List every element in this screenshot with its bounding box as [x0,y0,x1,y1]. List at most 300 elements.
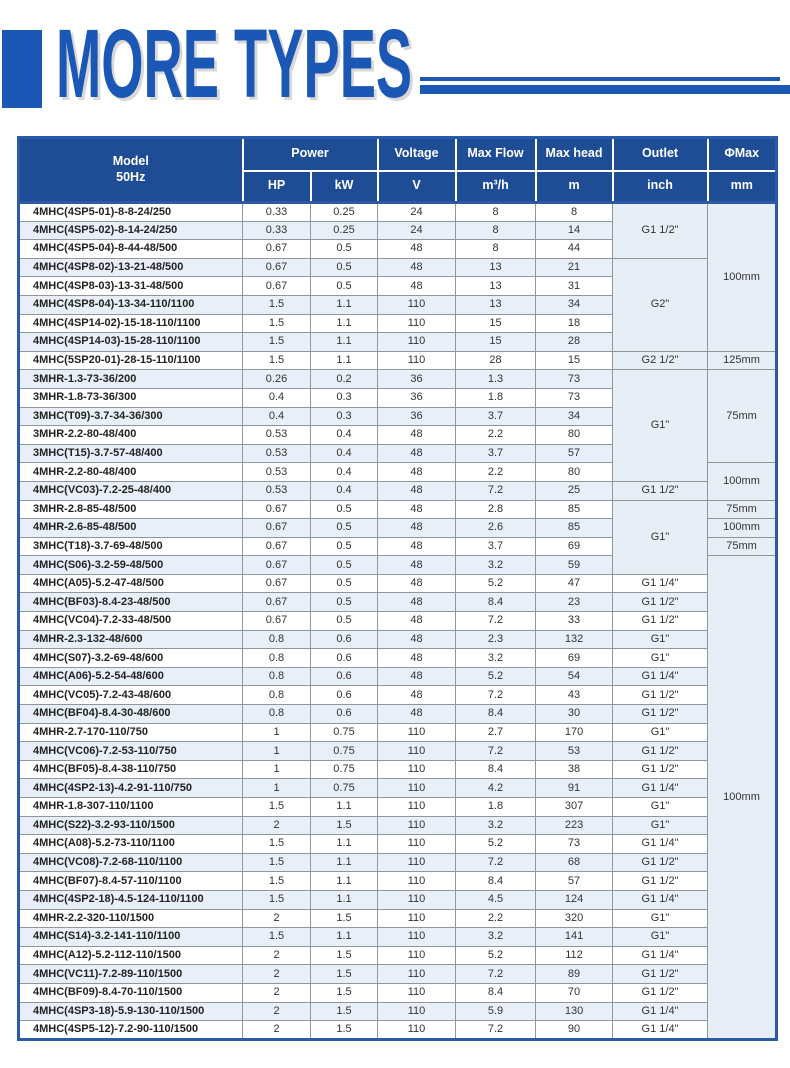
max-head-cell: 130 [536,1002,613,1021]
model-cell: 4MHC(S06)-3.2-59-48/500 [19,556,243,575]
hp-cell: 2 [243,946,311,965]
max-head-cell: 170 [536,723,613,742]
outlet-cell: G1" [613,816,708,835]
hp-cell: 0.67 [243,240,311,259]
kw-cell: 1.1 [311,333,378,352]
max-head-cell: 73 [536,370,613,389]
outlet-cell: G1" [613,649,708,668]
kw-cell: 1.5 [311,816,378,835]
outlet-cell: G1 1/2" [613,481,708,500]
max-flow-cell: 8.4 [456,983,536,1002]
model-cell: 3MHC(T09)-3.7-34-36/300 [19,407,243,426]
max-flow-cell: 3.2 [456,556,536,575]
voltage-cell: 110 [378,798,456,817]
hp-cell: 0.67 [243,537,311,556]
max-flow-cell: 5.9 [456,1002,536,1021]
max-head-cell: 43 [536,686,613,705]
max-head-cell: 112 [536,946,613,965]
max-head-cell: 68 [536,853,613,872]
col-header-phimax-unit: mm [708,171,777,203]
hp-cell: 2 [243,965,311,984]
voltage-cell: 48 [378,686,456,705]
hp-cell: 0.67 [243,593,311,612]
max-head-cell: 90 [536,1021,613,1040]
max-flow-cell: 13 [456,295,536,314]
spec-table-header [19,138,777,203]
col-header-outlet-unit: inch [613,171,708,203]
max-head-cell: 73 [536,388,613,407]
outlet-cell: G1 1/2" [613,853,708,872]
max-flow-cell: 7.2 [456,686,536,705]
hp-cell: 1.5 [243,890,311,909]
kw-cell: 1.5 [311,965,378,984]
model-cell: 4MHC(VC08)-7.2-68-110/1100 [19,853,243,872]
table-row [19,705,777,724]
voltage-cell: 110 [378,333,456,352]
phimax-cell: 75mm [708,500,777,519]
kw-cell: 0.6 [311,667,378,686]
col-header-max-head-unit: m [536,171,613,203]
max-head-cell: 132 [536,630,613,649]
max-flow-cell: 2.6 [456,519,536,538]
max-head-cell: 124 [536,890,613,909]
outlet-cell: G1 1/2" [613,612,708,631]
col-header-power: Power [243,138,378,171]
hp-cell: 2 [243,1002,311,1021]
max-flow-cell: 5.2 [456,574,536,593]
kw-cell: 0.5 [311,593,378,612]
col-header-max-flow: Max Flow [456,138,536,171]
col-header-max-head: Max head [536,138,613,171]
max-flow-cell: 1.8 [456,388,536,407]
voltage-cell: 110 [378,890,456,909]
outlet-cell: G1" [613,500,708,574]
voltage-cell: 110 [378,760,456,779]
kw-cell: 1.1 [311,853,378,872]
table-row [19,500,777,519]
phimax-cell: 100mm [708,463,777,500]
outlet-cell: G1" [613,928,708,947]
kw-cell: 0.4 [311,444,378,463]
max-head-cell: 69 [536,537,613,556]
max-head-cell: 18 [536,314,613,333]
model-cell: 3MHC(T18)-3.7-69-48/500 [19,537,243,556]
model-cell: 4MHC(4SP8-03)-13-31-48/500 [19,277,243,296]
voltage-cell: 24 [378,203,456,222]
voltage-cell: 48 [378,537,456,556]
voltage-cell: 48 [378,481,456,500]
hp-cell: 0.67 [243,258,311,277]
voltage-cell: 110 [378,965,456,984]
col-header-hp: HP [243,171,311,203]
max-flow-cell: 7.2 [456,612,536,631]
table-row [19,723,777,742]
outlet-cell: G1 1/2" [613,593,708,612]
voltage-cell: 110 [378,779,456,798]
model-cell: 3MHR-1.8-73-36/300 [19,388,243,407]
max-flow-cell: 8 [456,221,536,240]
model-cell: 4MHC(A08)-5.2-73-110/1100 [19,835,243,854]
hp-cell: 0.8 [243,630,311,649]
max-flow-cell: 4.2 [456,779,536,798]
outlet-cell: G1 1/2" [613,686,708,705]
table-row [19,203,777,222]
outlet-cell: G1" [613,630,708,649]
model-cell: 4MHR-1.8-307-110/1100 [19,798,243,817]
outlet-cell: G1 1/2" [613,760,708,779]
table-row [19,612,777,631]
kw-cell: 0.25 [311,203,378,222]
voltage-cell: 48 [378,667,456,686]
kw-cell: 1.1 [311,295,378,314]
table-row [19,370,777,389]
outlet-cell: G1 1/4" [613,1021,708,1040]
outlet-cell: G1 1/4" [613,890,708,909]
hp-cell: 0.4 [243,407,311,426]
max-flow-cell: 2.8 [456,500,536,519]
table-row [19,630,777,649]
max-flow-cell: 7.2 [456,1021,536,1040]
outlet-cell: G1" [613,798,708,817]
model-cell: 4MHC(4SP14-02)-15-18-110/1100 [19,314,243,333]
kw-cell: 1.1 [311,890,378,909]
col-header-model-line1: Model [112,154,149,169]
max-flow-cell: 2.2 [456,463,536,482]
voltage-cell: 48 [378,705,456,724]
outlet-cell: G2" [613,258,708,351]
voltage-cell: 110 [378,909,456,928]
max-flow-cell: 8 [456,240,536,259]
voltage-cell: 48 [378,444,456,463]
hp-cell: 1 [243,723,311,742]
max-head-cell: 307 [536,798,613,817]
phimax-cell: 75mm [708,370,777,463]
hp-cell: 0.26 [243,370,311,389]
outlet-cell: G1" [613,370,708,482]
hp-cell: 0.67 [243,556,311,575]
model-cell: 4MHR-2.2-80-48/400 [19,463,243,482]
table-row [19,649,777,668]
hp-cell: 1.5 [243,835,311,854]
kw-cell: 0.5 [311,500,378,519]
max-flow-cell: 8.4 [456,593,536,612]
voltage-cell: 110 [378,314,456,333]
table-row [19,742,777,761]
max-head-cell: 54 [536,667,613,686]
outlet-cell: G1 1/4" [613,835,708,854]
col-header-voltage: Voltage [378,138,456,171]
model-cell: 4MHR-2.2-320-110/1500 [19,909,243,928]
max-flow-cell: 3.2 [456,928,536,947]
hp-cell: 0.67 [243,500,311,519]
hp-cell: 2 [243,816,311,835]
max-flow-cell: 1.8 [456,798,536,817]
kw-cell: 1.1 [311,798,378,817]
max-flow-cell: 3.7 [456,407,536,426]
model-cell: 4MHC(S14)-3.2-141-110/1100 [19,928,243,947]
model-cell: 4MHR-2.7-170-110/750 [19,723,243,742]
max-flow-cell: 7.2 [456,742,536,761]
spec-table [17,136,778,1041]
spec-table-body [19,203,777,1040]
kw-cell: 0.5 [311,537,378,556]
outlet-cell: G1 1/4" [613,574,708,593]
model-cell: 4MHC(BF04)-8.4-30-48/600 [19,705,243,724]
kw-cell: 0.5 [311,277,378,296]
model-cell: 3MHR-2.8-85-48/500 [19,500,243,519]
model-cell: 4MHC(A05)-5.2-47-48/500 [19,574,243,593]
outlet-cell: G1" [613,723,708,742]
model-cell: 4MHC(BF03)-8.4-23-48/500 [19,593,243,612]
table-row [19,1002,777,1021]
table-row [19,890,777,909]
hp-cell: 1.5 [243,928,311,947]
model-cell: 4MHC(VC04)-7.2-33-48/500 [19,612,243,631]
voltage-cell: 110 [378,872,456,891]
kw-cell: 0.6 [311,686,378,705]
col-header-model-line2: 50Hz [116,170,146,184]
hp-cell: 0.33 [243,221,311,240]
phimax-cell: 75mm [708,537,777,556]
outlet-cell: G1" [613,909,708,928]
max-flow-cell: 2.3 [456,630,536,649]
voltage-cell: 48 [378,556,456,575]
phimax-cell: 100mm [708,556,777,1039]
voltage-cell: 24 [378,221,456,240]
kw-cell: 0.75 [311,742,378,761]
hp-cell: 0.67 [243,519,311,538]
voltage-cell: 48 [378,574,456,593]
outlet-cell: G1 1/2" [613,203,708,259]
max-flow-cell: 3.2 [456,649,536,668]
hp-cell: 2 [243,1021,311,1040]
kw-cell: 0.3 [311,407,378,426]
max-head-cell: 28 [536,333,613,352]
max-head-cell: 80 [536,463,613,482]
voltage-cell: 110 [378,742,456,761]
max-flow-cell: 1.3 [456,370,536,389]
max-head-cell: 31 [536,277,613,296]
voltage-cell: 110 [378,946,456,965]
voltage-cell: 110 [378,983,456,1002]
table-row [19,351,777,370]
max-flow-cell: 7.2 [456,853,536,872]
hp-cell: 1.5 [243,295,311,314]
kw-cell: 1.5 [311,1021,378,1040]
col-header-kw: kW [311,171,378,203]
model-cell: 3MHC(T15)-3.7-57-48/400 [19,444,243,463]
max-flow-cell: 13 [456,258,536,277]
phimax-cell: 125mm [708,351,777,370]
kw-cell: 0.5 [311,258,378,277]
max-flow-cell: 8 [456,203,536,222]
max-head-cell: 21 [536,258,613,277]
max-flow-cell: 13 [456,277,536,296]
voltage-cell: 110 [378,295,456,314]
voltage-cell: 48 [378,277,456,296]
voltage-cell: 48 [378,240,456,259]
outlet-cell: G1 1/2" [613,965,708,984]
table-row [19,481,777,500]
voltage-cell: 36 [378,370,456,389]
phimax-cell: 100mm [708,519,777,538]
max-flow-cell: 5.2 [456,835,536,854]
hp-cell: 1.5 [243,798,311,817]
max-head-cell: 80 [536,426,613,445]
kw-cell: 0.3 [311,388,378,407]
max-head-cell: 33 [536,612,613,631]
col-header-model [19,138,243,203]
outlet-cell: G1 1/2" [613,872,708,891]
hp-cell: 0.67 [243,612,311,631]
model-cell: 4MHC(4SP8-04)-13-34-110/1100 [19,295,243,314]
max-head-cell: 53 [536,742,613,761]
table-row [19,983,777,1002]
max-head-cell: 69 [536,649,613,668]
voltage-cell: 48 [378,593,456,612]
kw-cell: 0.5 [311,574,378,593]
hp-cell: 1.5 [243,853,311,872]
kw-cell: 1.1 [311,314,378,333]
max-flow-cell: 3.2 [456,816,536,835]
max-head-cell: 57 [536,444,613,463]
hp-cell: 1.5 [243,314,311,333]
outlet-cell: G1 1/4" [613,946,708,965]
max-head-cell: 25 [536,481,613,500]
max-flow-cell: 2.7 [456,723,536,742]
max-head-cell: 34 [536,407,613,426]
max-flow-cell: 3.7 [456,537,536,556]
max-flow-cell: 5.2 [456,667,536,686]
hp-cell: 1 [243,742,311,761]
model-cell: 4MHC(4SP2-13)-4.2-91-110/750 [19,779,243,798]
outlet-cell: G1 1/2" [613,742,708,761]
title-rule-thin [420,77,780,81]
title-rule-thick [420,85,790,94]
max-head-cell: 8 [536,203,613,222]
max-flow-cell: 3.7 [456,444,536,463]
outlet-cell: G2 1/2" [613,351,708,370]
table-row [19,779,777,798]
model-cell: 4MHC(5SP20-01)-28-15-110/1100 [19,351,243,370]
voltage-cell: 110 [378,1002,456,1021]
voltage-cell: 48 [378,649,456,668]
model-cell: 4MHC(A06)-5.2-54-48/600 [19,667,243,686]
model-cell: 4MHC(4SP2-18)-4.5-124-110/1100 [19,890,243,909]
hp-cell: 2 [243,909,311,928]
kw-cell: 0.75 [311,723,378,742]
model-cell: 4MHC(BF05)-8.4-38-110/750 [19,760,243,779]
model-cell: 4MHC(S07)-3.2-69-48/600 [19,649,243,668]
max-head-cell: 15 [536,351,613,370]
voltage-cell: 110 [378,351,456,370]
col-header-max-flow-unit: m³/h [456,171,536,203]
hp-cell: 0.67 [243,574,311,593]
model-cell: 4MHC(BF07)-8.4-57-110/1100 [19,872,243,891]
col-header-voltage-unit: V [378,171,456,203]
kw-cell: 0.4 [311,481,378,500]
col-header-phimax: ΦMax [708,138,777,171]
table-row [19,872,777,891]
kw-cell: 0.2 [311,370,378,389]
max-head-cell: 38 [536,760,613,779]
kw-cell: 0.5 [311,612,378,631]
max-head-cell: 320 [536,909,613,928]
max-head-cell: 30 [536,705,613,724]
max-head-cell: 85 [536,500,613,519]
max-flow-cell: 8.4 [456,760,536,779]
kw-cell: 1.5 [311,1002,378,1021]
table-row [19,853,777,872]
model-cell: 4MHC(4SP5-04)-8-44-48/500 [19,240,243,259]
max-flow-cell: 2.2 [456,426,536,445]
max-head-cell: 59 [536,556,613,575]
max-head-cell: 70 [536,983,613,1002]
table-row [19,1021,777,1040]
kw-cell: 0.6 [311,705,378,724]
kw-cell: 0.4 [311,426,378,445]
voltage-cell: 48 [378,630,456,649]
kw-cell: 0.5 [311,519,378,538]
model-cell: 4MHC(VC03)-7.2-25-48/400 [19,481,243,500]
table-row [19,965,777,984]
model-cell: 4MHC(4SP8-02)-13-21-48/500 [19,258,243,277]
hp-cell: 0.53 [243,481,311,500]
kw-cell: 0.4 [311,463,378,482]
hp-cell: 0.67 [243,277,311,296]
model-cell: 4MHC(4SP14-03)-15-28-110/1100 [19,333,243,352]
outlet-cell: G1 1/2" [613,983,708,1002]
model-cell: 4MHC(BF09)-8.4-70-110/1500 [19,983,243,1002]
max-head-cell: 14 [536,221,613,240]
model-cell: 4MHR-2.6-85-48/500 [19,519,243,538]
model-cell: 3MHR-1.3-73-36/200 [19,370,243,389]
kw-cell: 1.5 [311,983,378,1002]
voltage-cell: 110 [378,928,456,947]
phimax-cell: 100mm [708,203,777,352]
max-head-cell: 23 [536,593,613,612]
kw-cell: 1.1 [311,872,378,891]
kw-cell: 0.5 [311,240,378,259]
model-cell: 4MHC(A12)-5.2-112-110/1500 [19,946,243,965]
model-cell: 4MHC(4SP5-02)-8-14-24/250 [19,221,243,240]
kw-cell: 0.5 [311,556,378,575]
table-row [19,798,777,817]
kw-cell: 0.6 [311,630,378,649]
voltage-cell: 48 [378,426,456,445]
table-row [19,816,777,835]
hp-cell: 0.8 [243,686,311,705]
model-cell: 3MHR-2.2-80-48/400 [19,426,243,445]
table-row [19,760,777,779]
hp-cell: 0.33 [243,203,311,222]
hp-cell: 0.8 [243,667,311,686]
max-head-cell: 73 [536,835,613,854]
table-row [19,667,777,686]
max-flow-cell: 5.2 [456,946,536,965]
model-cell: 4MHC(4SP5-12)-7.2-90-110/1500 [19,1021,243,1040]
voltage-cell: 48 [378,258,456,277]
model-cell: 4MHC(4SP3-18)-5.9-130-110/1500 [19,1002,243,1021]
masthead [0,0,790,136]
hp-cell: 0.53 [243,463,311,482]
hp-cell: 1 [243,760,311,779]
max-head-cell: 91 [536,779,613,798]
max-head-cell: 44 [536,240,613,259]
max-flow-cell: 15 [456,314,536,333]
kw-cell: 1.5 [311,909,378,928]
voltage-cell: 48 [378,500,456,519]
